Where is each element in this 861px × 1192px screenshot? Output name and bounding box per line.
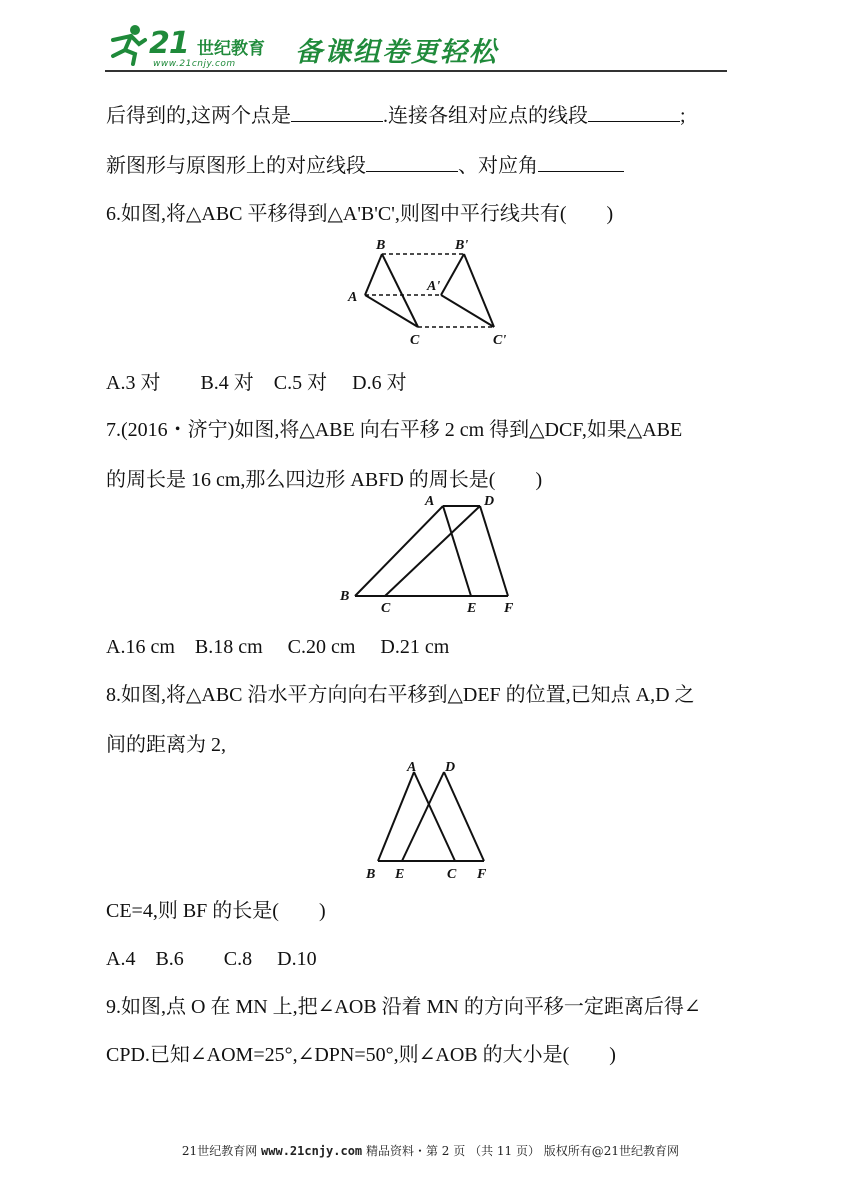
question-8-stem-3: CE=4,则 BF 的长是( ) <box>106 900 326 922</box>
question-7-stem-1: 7.(2016・济宁)如图,将△ABE 向右平移 2 cm 得到△DCF,如果△ABE <box>106 419 683 441</box>
question-9-stem-1: 9.如图,点 O 在 MN 上,把∠AOB 沿着 MN 的方向平移一定距离后得∠ <box>106 996 701 1018</box>
footer-page-info: 精品资料・第 2 页 （共 11 页） 版权所有@21世纪教育网 <box>362 1144 680 1158</box>
page-footer <box>0 1142 861 1159</box>
footer-url-link[interactable]: www.21cnjy.com <box>261 1144 363 1158</box>
answer-blank[interactable] <box>366 153 458 172</box>
answer-blank[interactable] <box>588 103 680 122</box>
text-segment: 后得到的,这两个点是 <box>106 105 291 127</box>
runner-logo-icon <box>105 22 149 66</box>
point-label: D <box>484 494 495 509</box>
page-header <box>105 22 727 74</box>
point-label: B <box>376 238 386 253</box>
point-label: C' <box>493 333 507 348</box>
text-segment: .连接各组对应点的线段 <box>383 105 588 127</box>
text-line-1 <box>106 99 686 128</box>
logo-number: 21 <box>149 26 189 61</box>
point-label: A' <box>427 279 441 294</box>
point-label: A <box>407 760 417 775</box>
question-9-stem-2: CPD.已知∠AOM=25°,∠DPN=50°,则∠AOB 的大小是( ) <box>106 1044 616 1066</box>
logo-name: 世纪教育 <box>197 39 265 59</box>
footer-site-name: 21世纪教育网 <box>181 1144 262 1158</box>
answer-blank[interactable] <box>538 153 624 172</box>
point-label: C <box>381 601 391 616</box>
text-segment: 新图形与原图形上的对应线段 <box>106 155 366 177</box>
question-6-options: A.3 对 B.4 对 C.5 对 D.6 对 <box>106 372 407 394</box>
text-line-2 <box>106 149 624 178</box>
question-8-stem-1: 8.如图,将△ABC 沿水平方向向右平移到△DEF 的位置,已知点 A,D 之 <box>106 684 695 706</box>
point-label: B <box>340 589 350 604</box>
text-segment: ; <box>680 105 686 127</box>
slogan: 备课组卷更轻松 <box>295 37 498 68</box>
question-8-options: A.4 B.6 C.8 D.10 <box>106 948 317 970</box>
question-7-options: A.16 cm B.18 cm C.20 cm D.21 cm <box>106 636 450 658</box>
figure-q7 <box>330 488 530 620</box>
header-divider <box>105 70 727 72</box>
answer-blank[interactable] <box>291 103 383 122</box>
text-segment: 、对应角 <box>458 155 538 177</box>
question-8-stem-2: 间的距离为 2, <box>106 734 226 756</box>
point-label: C <box>447 867 457 882</box>
point-label: C <box>410 333 420 348</box>
question-6-stem: 6.如图,将△ABC 平移得到△A'B'C',则图中平行线共有( ) <box>106 203 614 225</box>
question-7-stem-2: 的周长是 16 cm,那么四边形 ABFD 的周长是( ) <box>106 469 543 491</box>
point-label: A <box>425 494 435 509</box>
point-label: F <box>477 867 487 882</box>
point-label: A <box>348 290 358 305</box>
point-label: E <box>467 601 477 616</box>
point-label: F <box>504 601 514 616</box>
point-label: B <box>366 867 376 882</box>
figure-q6 <box>340 232 520 350</box>
figure-q8 <box>358 754 498 884</box>
point-label: D <box>445 760 456 775</box>
point-label: E <box>395 867 405 882</box>
point-label: B' <box>455 238 469 253</box>
logo-url[interactable]: www.21cnjy.com <box>153 59 236 69</box>
